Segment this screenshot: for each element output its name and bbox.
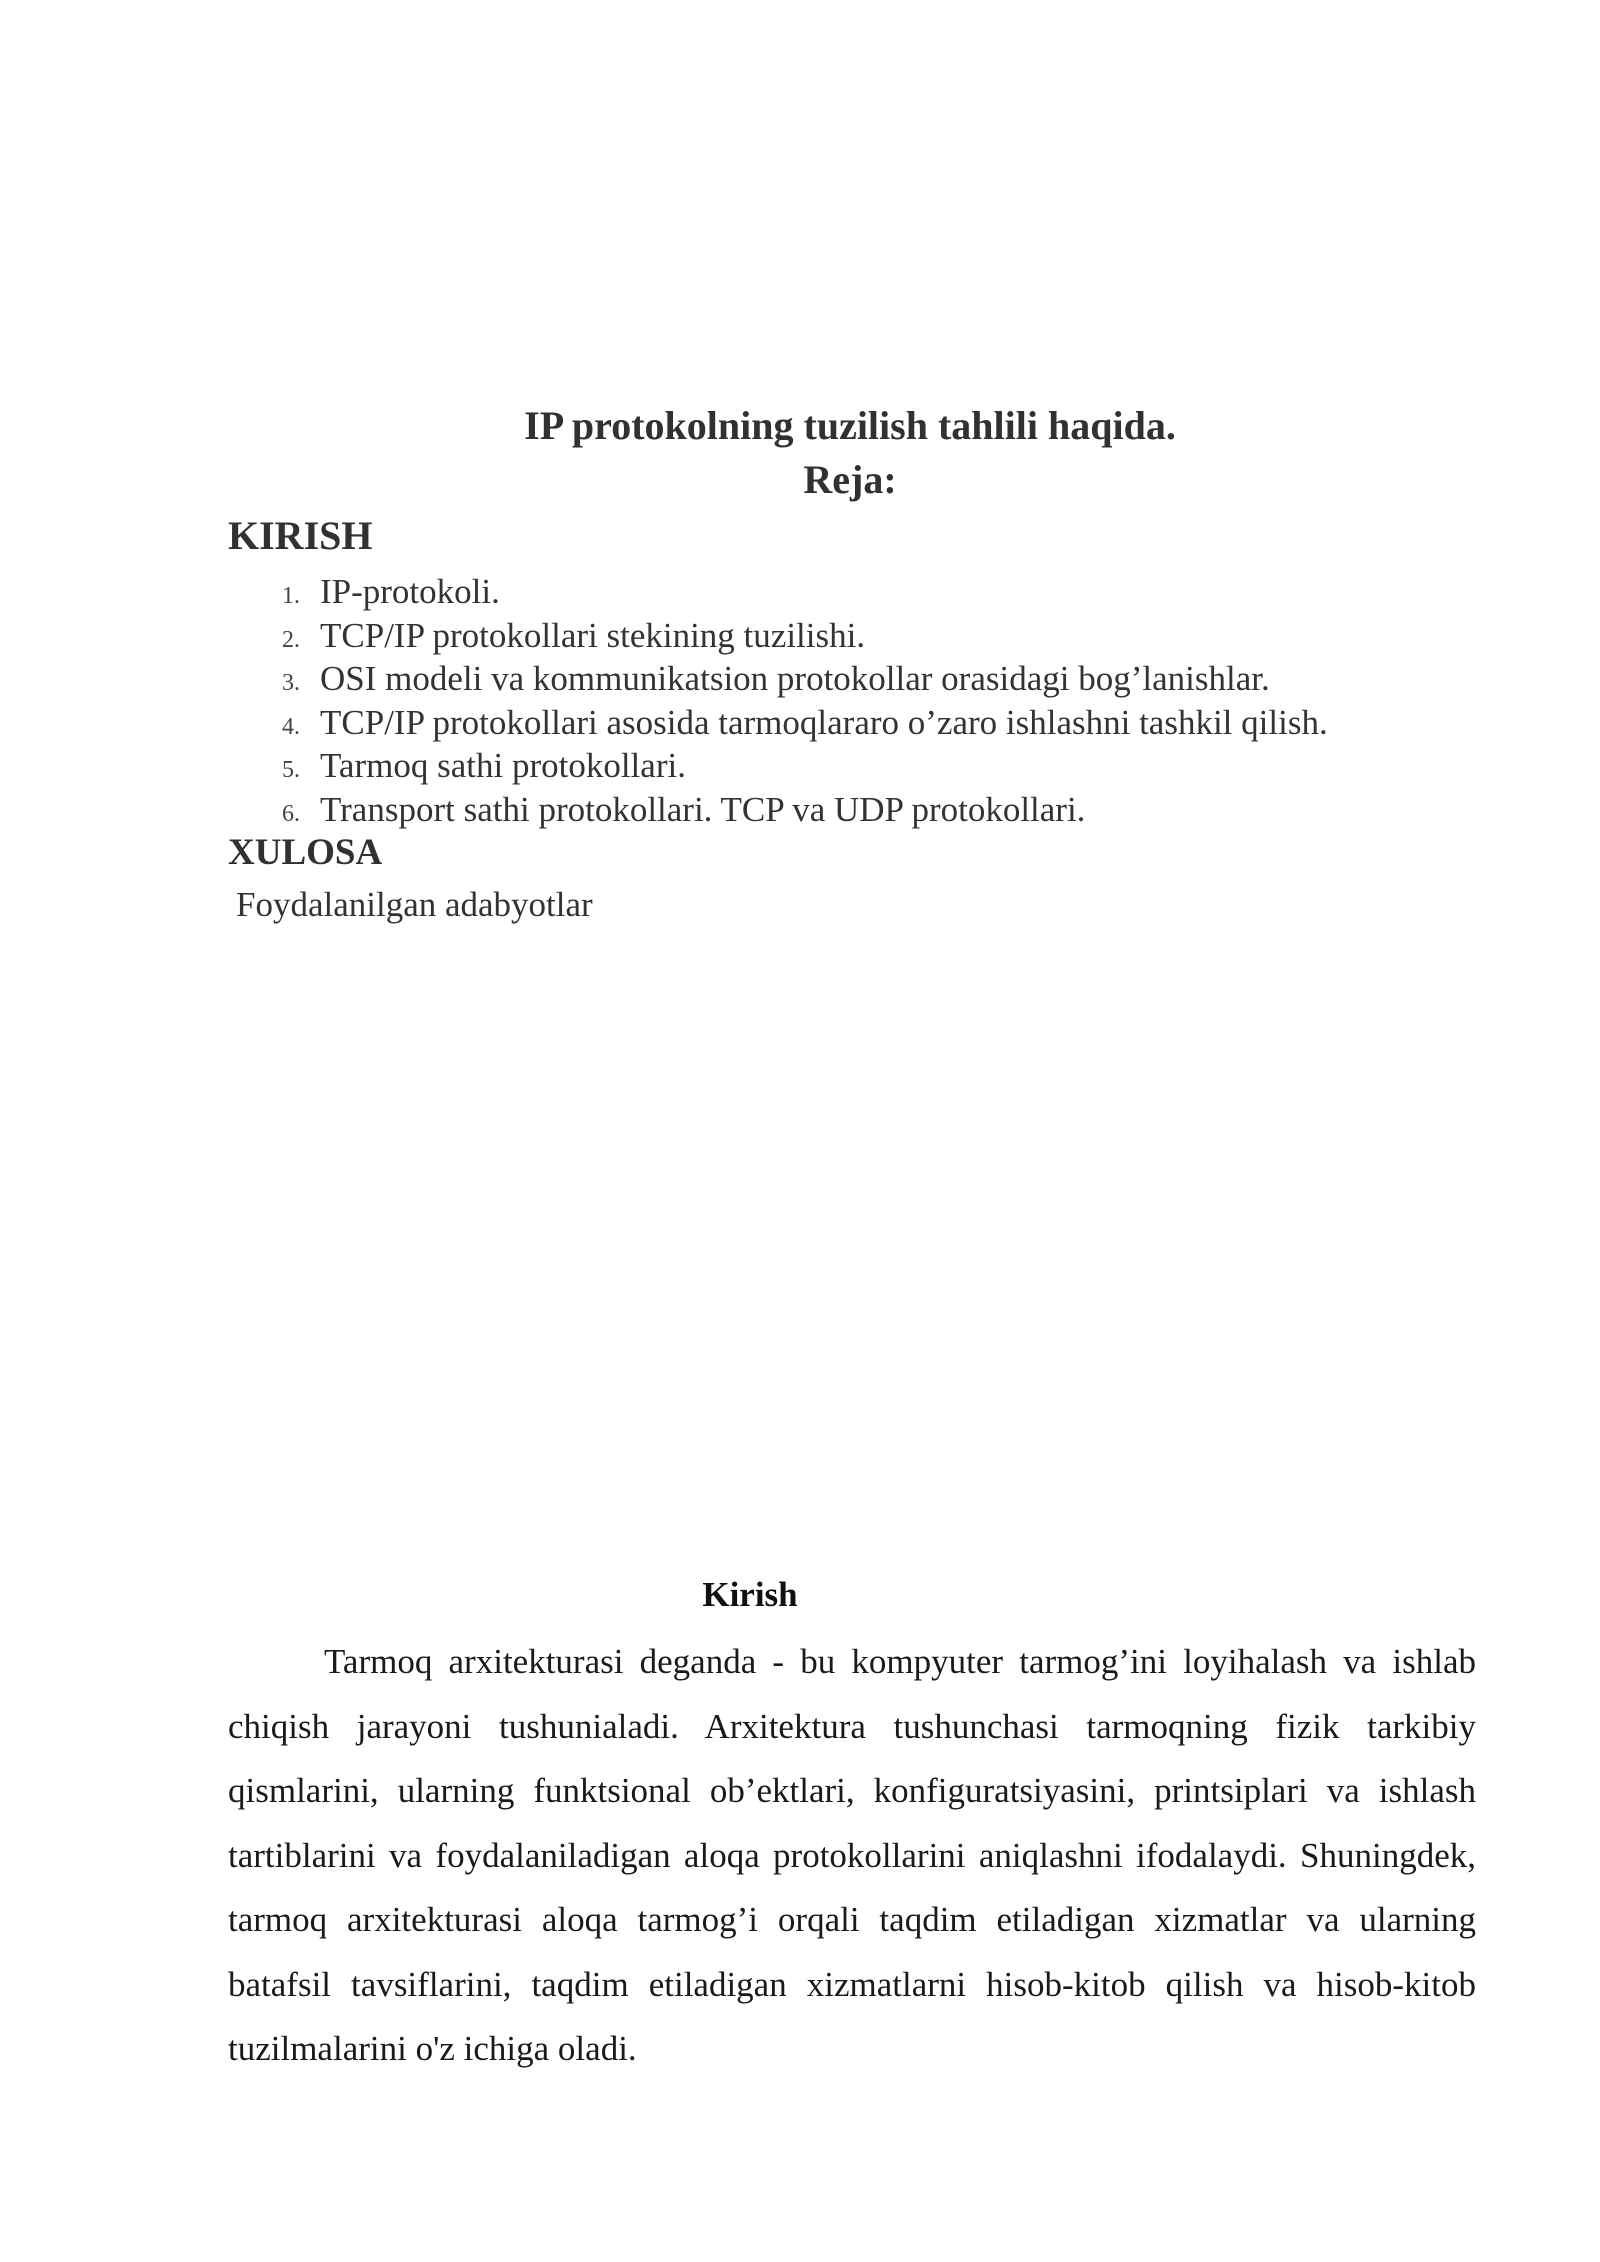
toc-item	[228, 570, 1328, 614]
toc-item	[228, 788, 1328, 832]
toc-item-text: IP-protokoli.	[320, 572, 500, 611]
intro-heading: KIRISH	[228, 513, 373, 558]
section-title: Kirish	[702, 1575, 798, 1614]
toc-item-number: 1.	[282, 583, 300, 609]
toc-item-text: TCP/IP protokollari asosida tarmoqlararo o’zaro ishlashni tashkil qilish.	[320, 702, 1328, 742]
toc-item-number: 5.	[282, 757, 300, 783]
toc-item	[228, 657, 1328, 701]
intro-paragraph: Tarmoq arxitekturasi deganda - bu kompyuter tarmog’ini loyihalash va ishlab chiqish jarayoni tushunialadi. Arxitektura tushunchasi tarmoqning fizik tarkibiy qismlarini, ularning funktsional ob’ektlari, konfiguratsiyasini, printsiplari va ishlash tartiblarini va foydalaniladigan aloqa protokollarini aniqlashni ifodalaydi. Shuningdek, tarmoq arxitekturasi aloqa tarmog’i orqali taqdim etiladigan xizmatlar va ularning batafsil tavsiflarini, taqdim etiladigan xizmatlarni hisob-kitob qilish va hisob-kitob tuzilmalarini o'z ichiga oladi.	[228, 1642, 1476, 2068]
toc-item-text: Transport sathi protokollari. TCP va UDP protokollari.	[320, 789, 1086, 829]
toc-item-text: Tarmoq sathi protokollari.	[320, 746, 686, 785]
toc-item-text: OSI modeli va kommunikatsion protokollar orasidagi bog’lanishlar.	[320, 659, 1270, 698]
references-label: Foydalanilgan adabyotlar	[236, 885, 593, 924]
conclusion-heading: XULOSA	[228, 832, 383, 873]
document-title: IP protokolning tuzilish tahlili haqida.	[524, 403, 1176, 448]
toc-item	[228, 701, 1328, 745]
plan-heading: Reja:	[803, 457, 897, 502]
toc-item	[228, 744, 1328, 788]
toc-item-number: 4.	[282, 713, 300, 740]
toc-item-number: 3.	[282, 670, 300, 696]
toc-item-number: 2.	[282, 626, 300, 653]
toc-item	[228, 614, 1328, 658]
table-of-contents	[228, 570, 1328, 831]
toc-item-number: 6.	[282, 800, 300, 827]
toc-item-text: TCP/IP protokollari stekining tuzilishi.	[320, 615, 866, 655]
